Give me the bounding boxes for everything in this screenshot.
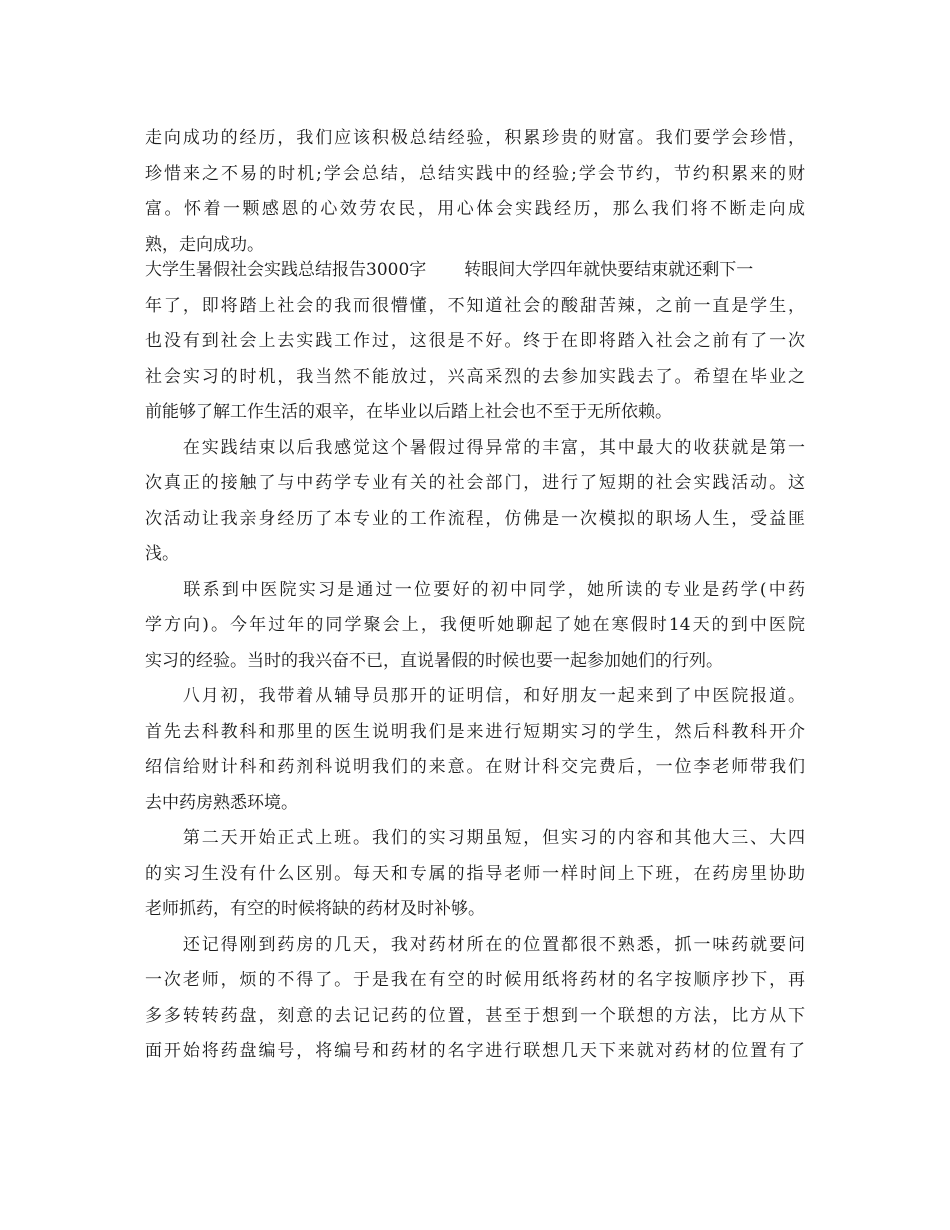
text-line: 学方向)。今年过年的同学聚会上，我便听她聊起了她在寒假时14天的到中医院 (145, 615, 805, 635)
text-line: 绍信给财计科和药剂科说明我们的来意。在财计科交完费后，一位李老师带我们 (145, 757, 805, 777)
text-line: 前能够了解工作生活的艰辛，在毕业以后踏上社会也不至于无所依赖。 (145, 402, 672, 422)
text-line: 八月初，我带着从辅导员那开的证明信，和好朋友一起来到了中医院报道。 (145, 686, 805, 706)
text-line: 在实践结束以后我感觉这个暑假过得异常的丰富，其中最大的收获就是第一 (145, 437, 805, 458)
text-line: 面开始将药盘编号，将编号和药材的名字进行联想几天下来就对药材的位置有了 (145, 1041, 805, 1061)
text-line: 也没有到社会上去实践工作过，这很是不好。终于在即将踏入社会之前有了一次 (145, 331, 805, 351)
text-line: 富。怀着一颗感恩的心效劳农民，用心体会实践经历，那么我们将不断走向成 (145, 199, 805, 219)
report-opening: 转眼间大学四年就快要结束就还剩下一 (464, 260, 754, 280)
text-line: 的实习生没有什么区别。每天和专属的指导老师一样时间上下班，在药房里协助 (145, 863, 805, 884)
text-line: 去中药房熟悉环境。 (145, 792, 298, 813)
report-heading-line (145, 260, 805, 280)
text-line: 还记得刚到药房的几天，我对药材所在的位置都很不熟悉，抓一味药就要问 (145, 934, 805, 955)
text-line: 第二天开始正式上班。我们的实习期虽短，但实习的内容和其他大三、大四 (145, 828, 805, 848)
text-line: 浅。 (145, 544, 179, 564)
text-line: 老师抓药，有空的时候将缺的药材及时补够。 (145, 899, 485, 919)
text-line: 熟，走向成功。 (145, 234, 264, 255)
document-body (145, 128, 805, 1077)
text-line: 次真正的接触了与中药学专业有关的社会部门，进行了短期的社会实践活动。这 (145, 473, 805, 493)
text-line: 一次老师，烦的不得了。于是我在有空的时候用纸将药材的名字按顺序抄下，再 (145, 970, 805, 990)
text-line: 实习的经验。当时的我兴奋不已，直说暑假的时候也要一起参加她们的行列。 (145, 650, 723, 671)
text-line: 次活动让我亲身经历了本专业的工作流程，仿佛是一次模拟的职场人生，受益匪 (145, 508, 805, 529)
report-title: 大学生暑假社会实践总结报告3000字 (145, 260, 427, 280)
text-line: 年了，即将踏上社会的我而很懵懂，不知道社会的酸甜苦辣，之前一直是学生， (145, 295, 805, 316)
text-line: 珍惜来之不易的时机;学会总结，总结实践中的经验;学会节约，节约积累来的财 (145, 163, 805, 184)
text-line: 首先去科教科和那里的医生说明我们是来进行短期实习的学生，然后科教科开介 (145, 721, 805, 742)
text-line: 社会实习的时机，我当然不能放过，兴高采烈的去参加实践去了。希望在毕业之 (145, 366, 805, 387)
text-line: 多多转转药盘，刻意的去记记药的位置，甚至于想到一个联想的方法，比方从下 (145, 1005, 805, 1026)
text-line: 联系到中医院实习是通过一位要好的初中同学，她所读的专业是药学(中药 (145, 579, 805, 600)
text-line: 走向成功的经历，我们应该积极总结经验，积累珍贵的财富。我们要学会珍惜， (145, 128, 805, 148)
